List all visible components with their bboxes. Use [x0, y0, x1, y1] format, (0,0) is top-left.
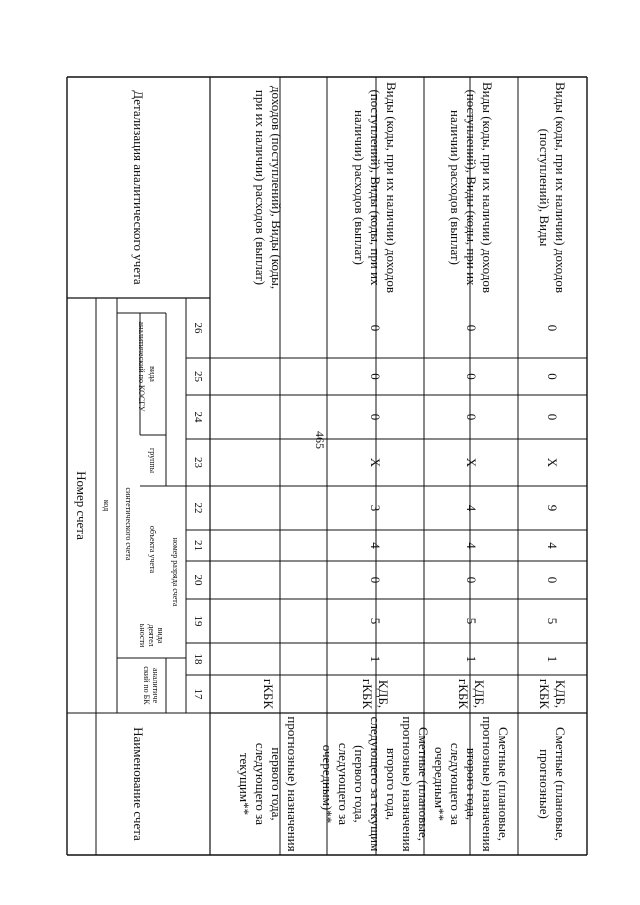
row-1-cell-20: 0: [368, 576, 384, 584]
header-digit-24: 24: [192, 411, 204, 423]
account-table: [67, 77, 587, 855]
header-digit-23: 23: [192, 457, 204, 468]
row-0-cell-18: [210, 643, 327, 675]
row-1-cell-25: 0: [368, 373, 384, 380]
row-1-cell-17: КДБ, гКБК: [360, 678, 392, 710]
header-analytic-kosgu: аналитический по КОСГУ: [137, 321, 146, 412]
header-analytics-detail: Детализация аналитического учета: [131, 90, 146, 285]
row-0-detail: доходов (поступлений), Виды (коды, при их наличии) расходов (выплат): [253, 85, 285, 290]
page-number: 465: [313, 431, 327, 449]
row-0-name: прогнозные) назначения первого года, следующего за текущим**: [237, 716, 301, 852]
row-1-name: Сметные (плановые, прогнозные) назначения второго года, следующего за текущим (первого года, следующего за очередным)**: [320, 716, 432, 852]
row-2-cell-19: 5: [464, 617, 479, 625]
header-activity-type: вида деятел ьности: [138, 623, 165, 648]
row-3-cell-25: 0: [545, 373, 561, 380]
header-digit-17: 17: [192, 688, 204, 700]
row-3-name: Сметные (плановые, прогнозные): [537, 727, 569, 841]
header-code: код: [102, 499, 111, 512]
row-3-cell-23: Х: [545, 457, 561, 468]
row-0-cell-20: [210, 561, 327, 599]
row-0-cell-25: [210, 358, 327, 395]
row-1-cell-24: 0: [368, 413, 384, 421]
header-account-name: Наименование счета: [131, 727, 146, 841]
row-1-cell-23: Х: [368, 457, 384, 468]
header-account-number: Номер счета: [74, 471, 89, 540]
row-0-cell-19: [210, 599, 327, 643]
header-digit-21: 21: [192, 540, 204, 551]
header-digit-19: 19: [192, 615, 204, 627]
row-0-cell-23: [210, 439, 327, 486]
row-1-detail: Виды (коды, при их наличии) доходов (поступлений), Виды (коды, при их наличии) расходов (выплат): [352, 81, 400, 294]
row-2-cell-26: 0: [464, 324, 479, 332]
row-3-cell-20: 0: [545, 576, 561, 584]
row-3-cell-24: 0: [545, 413, 561, 421]
header-digit-number: номер разряда счета: [171, 537, 181, 607]
row-0-cell-17: гКБК: [261, 678, 277, 710]
header-kind: вида: [148, 366, 158, 382]
row-3-cell-22: 9: [545, 504, 561, 512]
row-3-cell-17: КДБ, гКБК: [537, 678, 569, 710]
row-1-cell-22: 3: [368, 504, 384, 512]
row-2-name: Сметные (плановые, прогнозные) назначения второго года, следующего за очередным**: [432, 716, 511, 852]
header-digit-26: 26: [192, 322, 204, 334]
row-2-cell-18: 1: [464, 655, 479, 663]
row-1-cell-19: 5: [368, 617, 384, 625]
row-2-detail: Виды (коды, при их наличии) доходов (поступлений), Виды (коды, при их наличии) расходов (выплат): [448, 81, 495, 294]
row-2-cell-17: КДБ, гКБК: [456, 678, 487, 710]
row-1-cell-26: 0: [368, 324, 384, 332]
header-analytic-bk: аналитиче ский по БК: [142, 666, 161, 705]
row-3-cell-21: 4: [545, 542, 561, 549]
row-3-cell-18: 1: [545, 655, 561, 663]
header-digit-20: 20: [192, 574, 204, 586]
row-3-cell-19: 5: [545, 617, 561, 625]
row-2-cell-21: 4: [464, 542, 479, 549]
header-accounting-object: объекта учета: [148, 525, 158, 574]
row-0-cell-26: [210, 298, 327, 358]
row-0-cell-21: [210, 530, 327, 561]
header-digit-25: 25: [192, 371, 204, 382]
row-2-cell-24: 0: [464, 413, 479, 421]
row-2-cell-22: 4: [464, 504, 479, 512]
row-0-cell-22: [210, 486, 327, 530]
row-3-cell-26: 0: [545, 324, 561, 332]
row-1-cell-21: 4: [368, 542, 384, 549]
row-3-detail: Виды (коды, при их наличии) доходов (поступлений), Виды: [537, 81, 569, 294]
header-synthetic-account: синтетического счета: [124, 487, 133, 561]
header-group: группы: [148, 447, 158, 474]
row-0-cell-24: [210, 395, 327, 439]
header-digit-22: 22: [192, 502, 204, 514]
row-2-cell-20: 0: [464, 576, 479, 584]
row-2-cell-23: Х: [464, 457, 479, 468]
header-digit-18: 18: [192, 653, 204, 665]
row-1-cell-18: 1: [368, 655, 384, 663]
row-2-cell-25: 0: [464, 373, 479, 380]
